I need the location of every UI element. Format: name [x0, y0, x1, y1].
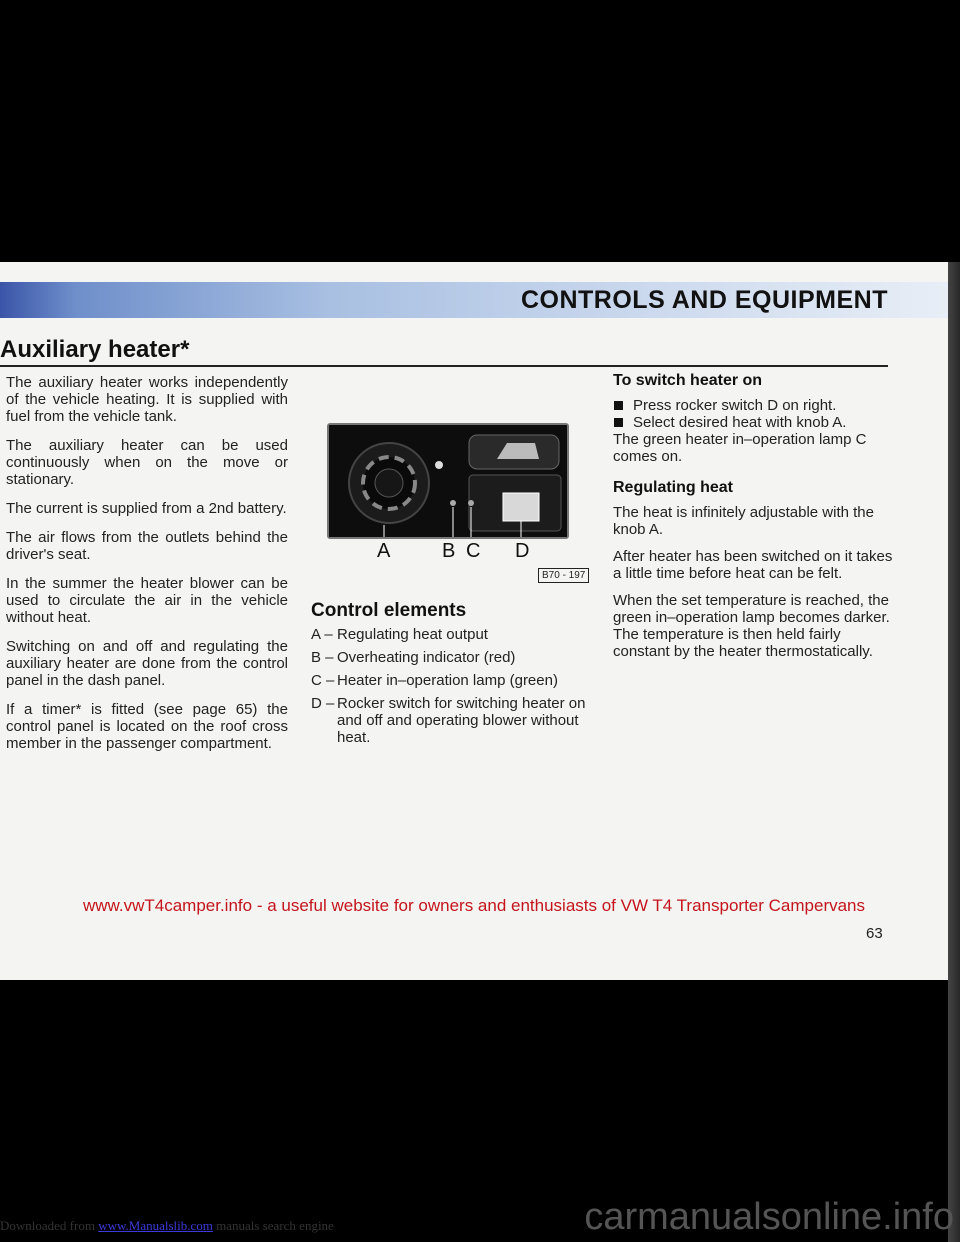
header-title: CONTROLS AND EQUIPMENT	[520, 286, 888, 314]
carmanualsonline-watermark: carmanualsonline.info	[584, 1196, 954, 1238]
bullet-item	[613, 414, 898, 431]
regulating-paragraph: After heater has been switched on it takes a little time before heat can be felt.	[613, 548, 893, 582]
item-text: Heater in–operation lamp (green)	[337, 672, 558, 689]
bullet-item	[613, 397, 898, 414]
item-letter: A –	[311, 626, 333, 643]
intro-paragraph: If a timer* is fitted (see page 65) the control panel is located on the roof cross member in the passenger compartment.	[6, 701, 288, 752]
intro-paragraph: The auxiliary heater works independently of the vehicle heating. It is supplied with fuel from the vehicle tank.	[6, 374, 288, 425]
item-text: Overheating indicator (red)	[337, 649, 516, 666]
switch-on-note: The green heater in–operation lamp C comes on.	[613, 431, 867, 465]
section-divider	[0, 365, 888, 367]
callout-label-a: A	[377, 540, 391, 562]
bullet-text: Press rocker switch D on right.	[633, 397, 837, 414]
callout-label-b: B	[442, 540, 456, 562]
page-edge-shadow	[948, 262, 960, 1242]
watermark-prefix: Downloaded from	[0, 1218, 99, 1233]
control-panel-illustration	[329, 425, 567, 537]
control-panel-figure	[327, 423, 569, 539]
regulating-heading: Regulating heat	[613, 479, 734, 496]
bullet-square-icon	[614, 418, 623, 427]
page-number: 63	[866, 925, 883, 942]
list-item	[311, 649, 593, 666]
item-text: Regulating heat output	[337, 626, 488, 643]
manual-page	[0, 262, 948, 980]
intro-paragraph: In the summer the heater blower can be used to circulate the air in the vehicle without heat.	[6, 575, 288, 626]
item-letter: B –	[311, 649, 334, 666]
footer-website-note: www.vwT4camper.info - a useful website for owners and enthusiasts of VW T4 Transporter Campervans	[82, 896, 866, 915]
intro-paragraph: The auxiliary heater can be used continuously when on the move or stationary.	[6, 437, 288, 488]
intro-paragraph: The air flows from the outlets behind the driver's seat.	[6, 529, 288, 563]
list-item	[311, 695, 593, 746]
intro-paragraph: Switching on and off and regulating the auxiliary heater are done from the control panel in the dash panel.	[6, 638, 288, 689]
callout-label-d: D	[515, 540, 530, 562]
instructions-column	[613, 372, 898, 670]
download-watermark	[0, 1218, 334, 1234]
item-text: Rocker switch for switching heater on and off and operating blower without heat.	[337, 695, 586, 746]
bullet-text: Select desired heat with knob A.	[633, 414, 847, 431]
control-elements-list	[311, 626, 593, 752]
switch-on-heading: To switch heater on	[613, 372, 763, 389]
bullet-square-icon	[614, 401, 623, 410]
control-elements-title: Control elements	[311, 600, 467, 621]
watermark-suffix: manuals search engine	[212, 1218, 334, 1233]
item-letter: C –	[311, 672, 335, 689]
list-item	[311, 626, 593, 643]
list-item	[311, 672, 593, 689]
section-title: Auxiliary heater*	[0, 336, 190, 363]
figure-reference: B70 - 197	[538, 568, 589, 583]
intro-paragraph: The current is supplied from a 2nd battery.	[6, 500, 287, 517]
intro-column	[6, 374, 288, 764]
regulating-paragraph: The heat is infinitely adjustable with the knob A.	[613, 504, 874, 538]
manualslib-link[interactable]: www.Manualslib.com	[98, 1218, 213, 1233]
item-letter: D –	[311, 695, 335, 712]
regulating-paragraph: When the set temperature is reached, the green in–operation lamp becomes darker. The temperature is then held fairly constant by the heater thermostatically.	[613, 592, 890, 660]
callout-label-c: C	[466, 540, 481, 562]
